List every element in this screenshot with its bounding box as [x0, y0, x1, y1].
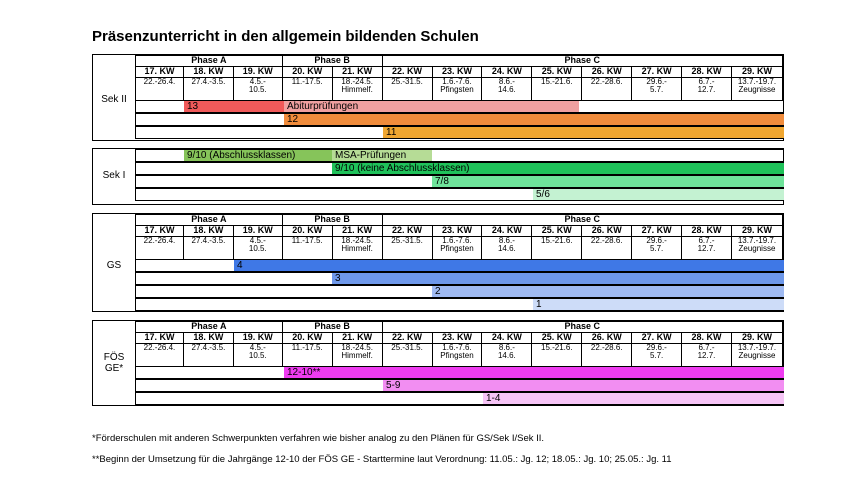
week-dates: 13.7.-19.7. [737, 236, 777, 245]
week-dates-cell [682, 237, 732, 260]
week-dates-cell [582, 237, 632, 260]
week-dates: 1.6.-7.6. [442, 236, 472, 245]
week-kw-cell: 19. KW [233, 333, 282, 344]
week-dates-cell [731, 237, 782, 260]
bar-3: 3 [332, 273, 784, 284]
phase-a-header: Phase A [136, 322, 283, 333]
phase-c-header: Phase C [382, 215, 782, 226]
week-dates: 18.-24.5. [341, 236, 373, 245]
bar-12-10: 12-10** [284, 367, 784, 378]
bar-7-8: 7/8 [432, 176, 784, 187]
phase-b-header: Phase B [282, 215, 382, 226]
week-dates-cell [282, 344, 332, 367]
week-dates-cell [731, 78, 782, 101]
bar-msa-pruefungen: MSA-Prüfungen [332, 150, 432, 161]
week-kw-cell: 20. KW [282, 226, 332, 237]
week-dates-cell [582, 344, 632, 367]
week-dates: 29.6.- [646, 236, 667, 245]
phase-a-header: Phase A [136, 56, 283, 67]
sek1-row-1 [135, 149, 783, 162]
gs-label: GS [106, 260, 122, 271]
week-dates-cell [233, 78, 282, 101]
week-kw-cell: 21. KW [332, 333, 382, 344]
week-kw-cell: 26. KW [582, 67, 632, 78]
week-dates-cell [682, 344, 732, 367]
week-dates: 4.5.- [249, 343, 266, 352]
week-dates: 8.6.- [498, 77, 515, 86]
week-dates: 13.7.-19.7. [737, 77, 777, 86]
phase-b-header: Phase B [282, 56, 382, 67]
bar-9-10-keine: 9/10 (keine Abschlussklassen) [332, 163, 784, 174]
week-dates: 1.6.-7.6. [442, 77, 472, 86]
week-note: 14.6. [497, 244, 516, 253]
week-dates-cell [532, 78, 582, 101]
footnote-1: *Förderschulen mit anderen Schwerpunkten verfahren wie bisher analog zu den Plänen für GS/Sek I/Sek II. [92, 433, 545, 444]
week-kw-cell: 26. KW [582, 226, 632, 237]
week-dates: 18.-24.5. [341, 77, 373, 86]
week-kw-cell: 23. KW [432, 333, 482, 344]
week-dates: 22.-28.6. [590, 77, 623, 86]
week-kw-cell: 28. KW [682, 226, 732, 237]
bar-1-4: 1-4 [483, 393, 784, 404]
week-kw-cell: 22. KW [382, 226, 432, 237]
week-note: 12.7. [697, 85, 716, 94]
week-note: Himmelf. [341, 244, 373, 253]
bar-5-6: 5/6 [533, 189, 784, 200]
bar-4: 4 [234, 260, 784, 271]
bar-12: 12 [284, 114, 784, 125]
week-note: Himmelf. [341, 351, 373, 360]
foes-row-1 [135, 366, 783, 379]
week-dates-cell [632, 237, 682, 260]
week-kw-cell: 25. KW [532, 226, 582, 237]
week-dates: 25.-31.5. [391, 77, 423, 86]
sek1-row-4 [135, 188, 783, 201]
week-dates-cell [332, 344, 382, 367]
sek2-row-1 [135, 100, 783, 113]
week-kw-cell: 23. KW [432, 226, 482, 237]
week-dates-cell [136, 237, 184, 260]
week-note: 10.5. [248, 244, 267, 253]
week-dates: 22.-26.4. [143, 77, 176, 86]
sek2-row-2 [135, 113, 783, 126]
week-kw-cell: 22. KW [382, 333, 432, 344]
bar-13: 13 [184, 101, 284, 112]
week-dates: 22.-28.6. [590, 343, 623, 352]
week-dates-cell [382, 344, 432, 367]
week-dates: 29.6.- [646, 77, 667, 86]
phase-a-header: Phase A [136, 215, 283, 226]
sek1-label: Sek I [102, 170, 126, 181]
sek2-block [92, 54, 784, 141]
week-kw-cell: 19. KW [233, 226, 282, 237]
week-note: 12.7. [697, 244, 716, 253]
week-kw-cell: 18. KW [183, 67, 233, 78]
week-dates-cell [582, 78, 632, 101]
week-dates: 1.6.-7.6. [442, 343, 472, 352]
week-dates: 25.-31.5. [391, 236, 423, 245]
week-dates-cell [282, 237, 332, 260]
week-kw-cell: 29. KW [731, 333, 782, 344]
week-kw-cell: 18. KW [183, 226, 233, 237]
week-kw-cell: 17. KW [136, 226, 184, 237]
week-dates: 6.7.- [698, 236, 715, 245]
sek2-label: Sek II [101, 94, 127, 105]
week-kw-cell: 25. KW [532, 67, 582, 78]
gs-row-1 [135, 259, 783, 272]
week-kw-cell: 22. KW [382, 67, 432, 78]
week-dates: 11.-17.5. [291, 236, 323, 245]
week-kw-cell: 26. KW [582, 333, 632, 344]
week-dates-cell [183, 78, 233, 101]
week-dates-cell [432, 78, 482, 101]
week-note: 5.7. [649, 244, 664, 253]
week-dates-cell [432, 344, 482, 367]
week-dates-cell [632, 78, 682, 101]
week-note: Zeugnisse [738, 351, 776, 360]
sek1-row-3 [135, 175, 783, 188]
week-dates-cell [731, 344, 782, 367]
week-note: 14.6. [497, 351, 516, 360]
foes-block [92, 320, 784, 406]
week-note: Pfingsten [440, 351, 474, 360]
sek2-row-3 [135, 126, 783, 139]
week-note: 5.7. [649, 85, 664, 94]
week-kw-cell: 28. KW [682, 67, 732, 78]
phase-c-header: Phase C [382, 56, 782, 67]
week-kw-cell: 20. KW [282, 67, 332, 78]
week-kw-cell: 24. KW [482, 226, 532, 237]
bar-11: 11 [383, 127, 784, 138]
week-dates: 22.-28.6. [590, 236, 623, 245]
week-dates-cell [632, 344, 682, 367]
week-note: Zeugnisse [738, 85, 776, 94]
week-dates: 6.7.- [698, 77, 715, 86]
week-note: Zeugnisse [738, 244, 776, 253]
week-dates: 11.-17.5. [291, 343, 323, 352]
week-dates-cell [282, 78, 332, 101]
week-kw-cell: 27. KW [632, 67, 682, 78]
week-kw-cell: 24. KW [482, 333, 532, 344]
week-dates-cell [183, 237, 233, 260]
week-dates: 29.6.- [646, 343, 667, 352]
week-kw-cell: 20. KW [282, 333, 332, 344]
week-dates-cell [382, 78, 432, 101]
week-dates: 8.6.- [498, 343, 515, 352]
week-note: 12.7. [697, 351, 716, 360]
week-dates: 11.-17.5. [291, 77, 323, 86]
week-table [135, 321, 783, 367]
foes-label-line2: GE* [104, 363, 124, 374]
week-note: Pfingsten [440, 244, 474, 253]
week-dates-cell [332, 78, 382, 101]
bar-9-10-abschluss: 9/10 (Abschlussklassen) [184, 150, 332, 161]
week-note: 10.5. [248, 351, 267, 360]
bar-5-9: 5-9 [383, 380, 784, 391]
sek1-block [92, 148, 784, 205]
week-dates: 27.4.-3.5. [191, 343, 226, 352]
week-note: 14.6. [497, 85, 516, 94]
week-dates-cell [332, 237, 382, 260]
week-kw-cell: 17. KW [136, 67, 184, 78]
gs-block [92, 213, 784, 312]
phase-b-header: Phase B [282, 322, 382, 333]
week-kw-cell: 24. KW [482, 67, 532, 78]
page-title: Präsenzunterricht in den allgemein bildenden Schulen [92, 28, 479, 45]
week-dates-cell [183, 344, 233, 367]
week-kw-cell: 21. KW [332, 67, 382, 78]
week-dates-cell [482, 344, 532, 367]
week-kw-cell: 29. KW [731, 226, 782, 237]
week-dates: 18.-24.5. [341, 343, 373, 352]
gs-row-4 [135, 298, 783, 311]
week-dates: 8.6.- [498, 236, 515, 245]
week-dates-cell [432, 237, 482, 260]
phase-c-header: Phase C [382, 322, 782, 333]
week-kw-cell: 27. KW [632, 226, 682, 237]
week-dates: 25.-31.5. [391, 343, 423, 352]
week-dates-cell [233, 237, 282, 260]
week-dates-cell [136, 78, 184, 101]
bar-1: 1 [533, 299, 784, 310]
week-dates: 4.5.- [249, 77, 266, 86]
week-dates: 6.7.- [698, 343, 715, 352]
week-note: 5.7. [649, 351, 664, 360]
week-kw-cell: 27. KW [632, 333, 682, 344]
week-dates: 15.-21.6. [541, 236, 573, 245]
week-dates-cell [682, 78, 732, 101]
week-dates: 22.-26.4. [143, 343, 176, 352]
week-dates-cell [382, 237, 432, 260]
week-kw-cell: 17. KW [136, 333, 184, 344]
week-note: Pfingsten [440, 85, 474, 94]
week-kw-cell: 19. KW [233, 67, 282, 78]
week-note: Himmelf. [341, 85, 373, 94]
foes-row-3 [135, 392, 783, 405]
week-dates-cell [136, 344, 184, 367]
week-dates: 4.5.- [249, 236, 266, 245]
bar-2: 2 [432, 286, 784, 297]
week-dates: 22.-26.4. [143, 236, 176, 245]
week-kw-cell: 28. KW [682, 333, 732, 344]
week-dates: 15.-21.6. [541, 343, 573, 352]
foes-row-2 [135, 379, 783, 392]
foes-label [93, 352, 135, 374]
week-dates-cell [532, 237, 582, 260]
footnote-2: **Beginn der Umsetzung für die Jahrgänge 12-10 der FÖS GE - Starttermine laut Verordnung: 11.05.: Jg. 12; 18.05.: Jg. 10; 25.05.: Jg. 11 [92, 454, 672, 465]
week-dates-cell [482, 237, 532, 260]
week-kw-cell: 23. KW [432, 67, 482, 78]
week-table [135, 214, 783, 260]
week-kw-cell: 21. KW [332, 226, 382, 237]
foes-label-line1: FÖS [103, 352, 125, 363]
gs-row-2 [135, 272, 783, 285]
week-note: 10.5. [248, 85, 267, 94]
week-dates-cell [532, 344, 582, 367]
week-dates: 13.7.-19.7. [737, 343, 777, 352]
week-kw-cell: 18. KW [183, 333, 233, 344]
week-dates: 27.4.-3.5. [191, 236, 226, 245]
bar-abiturpruefungen: Abiturprüfungen [284, 101, 579, 112]
week-kw-cell: 29. KW [731, 67, 782, 78]
week-dates: 27.4.-3.5. [191, 77, 226, 86]
week-dates: 15.-21.6. [541, 77, 573, 86]
week-kw-cell: 25. KW [532, 333, 582, 344]
week-dates-cell [482, 78, 532, 101]
week-dates-cell [233, 344, 282, 367]
sek1-row-2 [135, 162, 783, 175]
week-table [135, 55, 783, 101]
gs-row-3 [135, 285, 783, 298]
